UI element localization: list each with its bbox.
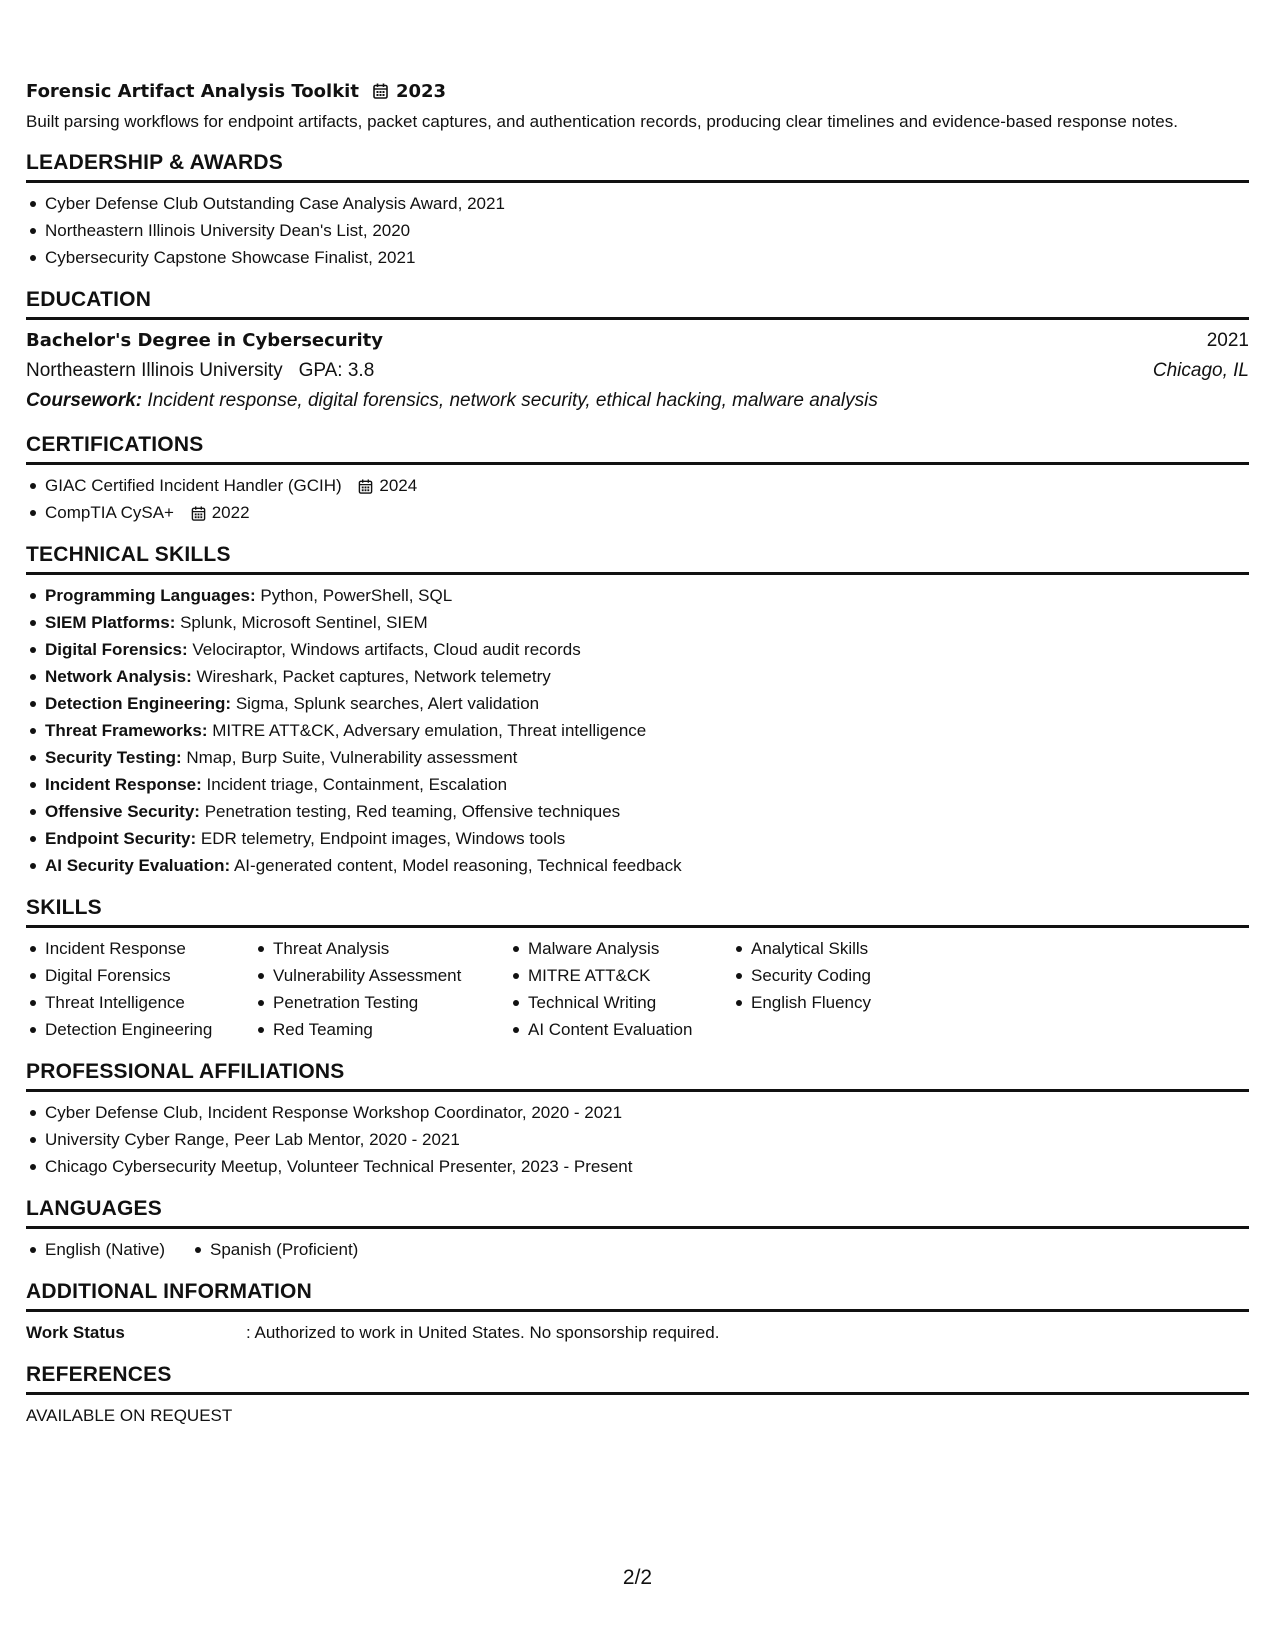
section-title-leadership: LEADERSHIP & AWARDS — [26, 150, 1249, 183]
resume-page — [26, 78, 1249, 1429]
skills-section — [26, 895, 1249, 1043]
technical-skill-item — [26, 717, 1249, 744]
certification-year: 2024 — [379, 476, 418, 495]
gpa: GPA: 3.8 — [298, 360, 375, 381]
section-title-additional-info: ADDITIONAL INFORMATION — [26, 1279, 1249, 1312]
calendar-icon — [191, 506, 206, 521]
section-title-education: EDUCATION — [26, 287, 1249, 320]
additional-info-section — [26, 1279, 1249, 1346]
list-item: University Cyber Range, Peer Lab Mentor, 2020 - 2021 — [26, 1126, 1249, 1153]
skill-values: AI-generated content, Model reasoning, Technical feedback — [233, 856, 682, 875]
technical-skill-item — [26, 690, 1249, 717]
skill-values: Velociraptor, Windows artifacts, Cloud audit records — [192, 640, 581, 659]
graduation-year: 2021 — [1206, 330, 1249, 351]
skill-values: Python, PowerShell, SQL — [260, 586, 453, 605]
technical-skills-section — [26, 542, 1249, 879]
skill-category: Detection Engineering: — [45, 694, 232, 713]
technical-skill-item — [26, 636, 1249, 663]
references-text: AVAILABLE ON REQUEST — [26, 1406, 233, 1425]
section-title-affiliations: PROFESSIONAL AFFILIATIONS — [26, 1059, 1249, 1092]
skill-values: Splunk, Microsoft Sentinel, SIEM — [180, 613, 428, 632]
skill-values: Penetration testing, Red teaming, Offensive techniques — [204, 802, 621, 821]
certification-item — [26, 499, 1249, 526]
section-title-languages: LANGUAGES — [26, 1196, 1249, 1229]
skill-item: Analytical Skills — [732, 935, 932, 962]
skill-item: English Fluency — [732, 989, 932, 1016]
skill-values: MITRE ATT&CK, Adversary emulation, Threat intelligence — [212, 721, 647, 740]
section-title-references: REFERENCES — [26, 1362, 1249, 1395]
skill-category: AI Security Evaluation: — [45, 856, 231, 875]
skill-item: Malware Analysis — [509, 935, 732, 962]
technical-skill-item — [26, 852, 1249, 879]
skill-values: Nmap, Burp Suite, Vulnerability assessment — [186, 748, 518, 767]
skill-category: Network Analysis: — [45, 667, 192, 686]
certification-item — [26, 472, 1249, 499]
skill-item: Red Teaming — [254, 1016, 509, 1043]
skill-category: Incident Response: — [45, 775, 202, 794]
skill-item: Threat Intelligence — [26, 989, 254, 1016]
skill-category: Endpoint Security: — [45, 829, 197, 848]
work-status-label: Work Status — [26, 1323, 125, 1342]
school-name: Northeastern Illinois University — [26, 360, 283, 381]
project-entry — [26, 78, 1249, 134]
affiliations-section — [26, 1059, 1249, 1180]
list-item: Cyber Defense Club Outstanding Case Analysis Award, 2021 — [26, 190, 1249, 217]
technical-skill-item — [26, 582, 1249, 609]
skill-values: Incident triage, Containment, Escalation — [206, 775, 508, 794]
calendar-icon — [373, 83, 388, 99]
certification-name: CompTIA CySA+ — [45, 503, 174, 522]
languages-section — [26, 1196, 1249, 1263]
leadership-section — [26, 150, 1249, 271]
education-section — [26, 287, 1249, 416]
skill-item: Incident Response — [26, 935, 254, 962]
certifications-section — [26, 432, 1249, 526]
skill-item: AI Content Evaluation — [509, 1016, 732, 1043]
list-item: Chicago Cybersecurity Meetup, Volunteer Technical Presenter, 2023 - Present — [26, 1153, 1249, 1180]
skill-values: Sigma, Splunk searches, Alert validation — [235, 694, 540, 713]
project-heading — [26, 78, 1249, 104]
project-title: Forensic Artifact Analysis Toolkit — [26, 80, 359, 102]
skill-category: Threat Frameworks: — [45, 721, 208, 740]
school-location: Chicago, IL — [1152, 360, 1249, 381]
page-number: 2/2 — [622, 1566, 653, 1589]
skill-item: Technical Writing — [509, 989, 732, 1016]
certification-year: 2022 — [211, 503, 250, 522]
technical-skill-item — [26, 798, 1249, 825]
skill-category: Security Testing: — [45, 748, 182, 767]
skill-item: Digital Forensics — [26, 962, 254, 989]
references-section — [26, 1362, 1249, 1429]
skill-category: Programming Languages: — [45, 586, 256, 605]
skill-item: MITRE ATT&CK — [509, 962, 732, 989]
list-item: Northeastern Illinois University Dean's List, 2020 — [26, 217, 1249, 244]
technical-skill-item — [26, 609, 1249, 636]
degree-name: Bachelor's Degree in Cybersecurity — [26, 330, 384, 351]
language-item: English (Native) — [26, 1236, 165, 1263]
technical-skill-item — [26, 771, 1249, 798]
section-title-technical-skills: TECHNICAL SKILLS — [26, 542, 1249, 575]
skill-item: Detection Engineering — [26, 1016, 254, 1043]
section-title-skills: SKILLS — [26, 895, 1249, 928]
calendar-icon — [358, 479, 373, 494]
skill-item: Security Coding — [732, 962, 932, 989]
skill-item: Penetration Testing — [254, 989, 509, 1016]
skill-values: Wireshark, Packet captures, Network telemetry — [196, 667, 551, 686]
project-year: 2023 — [395, 80, 447, 102]
certification-name: GIAC Certified Incident Handler (GCIH) — [45, 476, 342, 495]
coursework-label: Coursework: — [26, 390, 143, 411]
skill-values: EDR telemetry, Endpoint images, Windows tools — [200, 829, 566, 848]
skill-category: Digital Forensics: — [45, 640, 188, 659]
technical-skill-item — [26, 663, 1249, 690]
coursework-list: Incident response, digital forensics, network security, ethical hacking, malware analysis — [147, 390, 878, 411]
list-item: Cyber Defense Club, Incident Response Workshop Coordinator, 2020 - 2021 — [26, 1099, 1249, 1126]
work-status-value: : Authorized to work in United States. No sponsorship required. — [246, 1323, 720, 1342]
list-item: Cybersecurity Capstone Showcase Finalist, 2021 — [26, 244, 1249, 271]
skills-grid — [26, 935, 1249, 1043]
skill-category: SIEM Platforms: — [45, 613, 176, 632]
coursework — [26, 386, 1249, 416]
technical-skill-item — [26, 825, 1249, 852]
skill-item: Vulnerability Assessment — [254, 962, 509, 989]
skill-category: Offensive Security: — [45, 802, 200, 821]
section-title-certifications: CERTIFICATIONS — [26, 432, 1249, 465]
technical-skill-item — [26, 744, 1249, 771]
language-item: Spanish (Proficient) — [191, 1236, 358, 1263]
skill-item: Threat Analysis — [254, 935, 509, 962]
project-description: Built parsing workflows for endpoint artifacts, packet captures, and authentication records, producing clear timelines and evidence-based response notes. — [26, 112, 1178, 131]
